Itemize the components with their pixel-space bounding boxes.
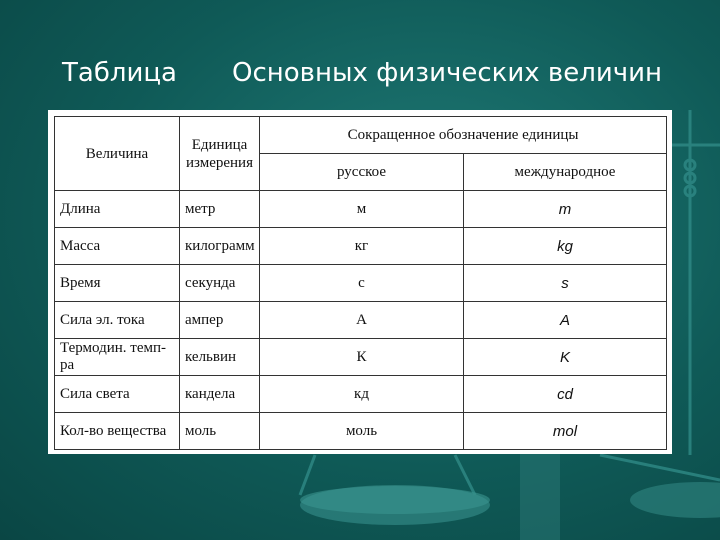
cell-russian: кг xyxy=(260,228,464,265)
cell-unit: кандела xyxy=(180,376,260,413)
title-left-text: Таблица xyxy=(62,58,177,88)
table-row xyxy=(55,413,667,450)
cell-russian: К xyxy=(260,339,464,376)
cell-russian: с xyxy=(260,265,464,302)
header-unit: Единица измерения xyxy=(180,117,260,191)
cell-russian: кд xyxy=(260,376,464,413)
table-row xyxy=(55,265,667,302)
units-table xyxy=(54,116,667,450)
header-russian: русское xyxy=(260,154,464,191)
table-row xyxy=(55,376,667,413)
cell-unit: килограмм xyxy=(180,228,260,265)
cell-international: K xyxy=(464,339,667,376)
cell-quantity: Длина xyxy=(55,191,180,228)
cell-unit: ампер xyxy=(180,302,260,339)
cell-quantity: Кол-во вещества xyxy=(55,413,180,450)
slide-title xyxy=(0,58,720,98)
cell-international: kg xyxy=(464,228,667,265)
table-row xyxy=(55,302,667,339)
header-abbrev: Сокращенное обозначение единицы xyxy=(260,117,667,154)
cell-international: s xyxy=(464,265,667,302)
cell-international: cd xyxy=(464,376,667,413)
cell-russian: А xyxy=(260,302,464,339)
cell-quantity: Сила эл. тока xyxy=(55,302,180,339)
cell-russian: м xyxy=(260,191,464,228)
header-international: международное xyxy=(464,154,667,191)
title-right-text: Основных физических величин xyxy=(232,58,663,88)
cell-quantity: Масса xyxy=(55,228,180,265)
cell-quantity: Термодин. темп-ра xyxy=(55,339,180,376)
cell-unit: секунда xyxy=(180,265,260,302)
cell-unit: метр xyxy=(180,191,260,228)
table-row xyxy=(55,228,667,265)
cell-russian: моль xyxy=(260,413,464,450)
cell-quantity: Сила света xyxy=(55,376,180,413)
cell-unit: кельвин xyxy=(180,339,260,376)
units-table-frame xyxy=(48,110,672,454)
cell-quantity: Время xyxy=(55,265,180,302)
table-body xyxy=(55,191,667,450)
cell-international: m xyxy=(464,191,667,228)
table-row xyxy=(55,339,667,376)
cell-international: A xyxy=(464,302,667,339)
table-row xyxy=(55,191,667,228)
header-quantity: Величина xyxy=(55,117,180,191)
cell-unit: моль xyxy=(180,413,260,450)
cell-international: mol xyxy=(464,413,667,450)
